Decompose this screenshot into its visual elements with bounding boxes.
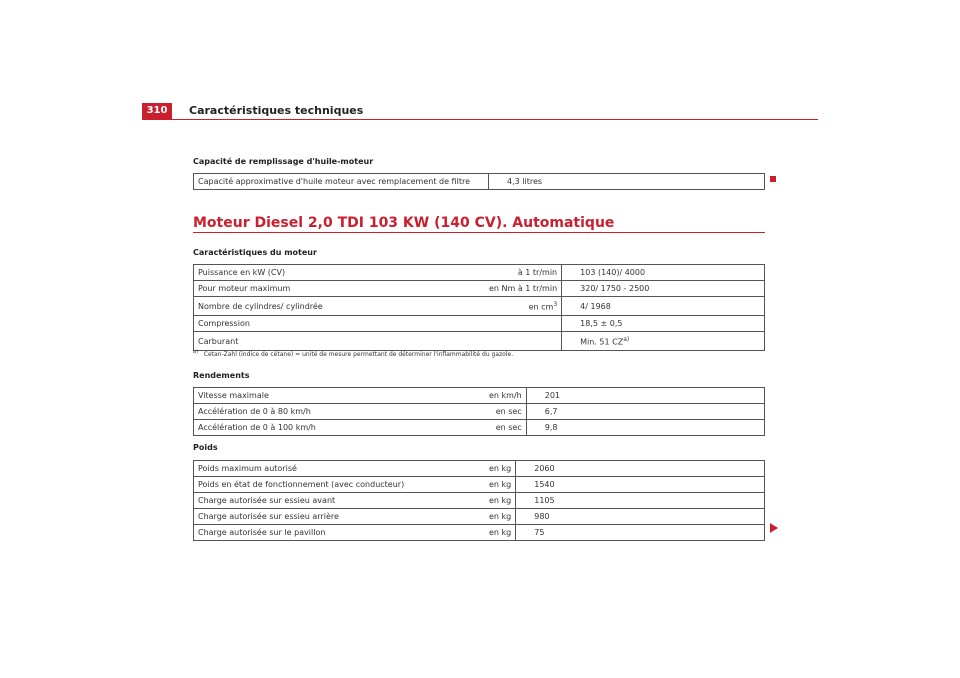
performance-label: Accélération de 0 à 80 km/h [194, 404, 486, 420]
engine-label: Compression [194, 316, 486, 332]
weights-label: Charge autorisée sur le pavillon [194, 525, 486, 541]
weights-value: 1105 [516, 493, 765, 509]
performance-table [193, 387, 765, 436]
performance-heading: Rendements [193, 371, 250, 380]
performance-value: 201 [526, 388, 764, 404]
performance-value: 9,8 [526, 420, 764, 436]
table-row [194, 461, 765, 477]
engine-value: 4/ 1968 [562, 297, 765, 316]
engine-unit-text: en cm [528, 302, 554, 312]
oil-heading: Capacité de remplissage d'huile-moteur [193, 157, 374, 166]
weights-unit: en kg [485, 461, 516, 477]
weights-heading: Poids [193, 443, 218, 452]
engine-unit [485, 297, 562, 316]
table-row [194, 265, 765, 281]
weights-value: 75 [516, 525, 765, 541]
table-row [194, 420, 765, 436]
weights-value: 2060 [516, 461, 765, 477]
weights-label: Poids en état de fonctionnement (avec conducteur) [194, 477, 486, 493]
header-divider [142, 119, 818, 120]
engine-unit [485, 316, 562, 332]
engine-unit: en Nm à 1 tr/min [485, 281, 562, 297]
engine-value-text: Min. 51 CZ [580, 337, 624, 347]
page-header-title: Caractéristiques techniques [189, 104, 364, 117]
engine-value [562, 332, 765, 351]
footnote-mark: a) [193, 349, 199, 355]
section-title: Moteur Diesel 2,0 TDI 103 KW (140 CV). Automatique [193, 215, 615, 231]
end-marker-square [770, 176, 776, 182]
weights-unit: en kg [485, 493, 516, 509]
performance-label: Accélération de 0 à 100 km/h [194, 420, 486, 436]
table-row [194, 525, 765, 541]
table-row [194, 477, 765, 493]
weights-label: Charge autorisée sur essieu avant [194, 493, 486, 509]
table-row [194, 297, 765, 316]
performance-label: Vitesse maximale [194, 388, 486, 404]
weights-label: Charge autorisée sur essieu arrière [194, 509, 486, 525]
performance-value: 6,7 [526, 404, 764, 420]
engine-value: 320/ 1750 - 2500 [562, 281, 765, 297]
engine-label: Puissance en kW (CV) [194, 265, 486, 281]
table-row [194, 388, 765, 404]
engine-value-sup: a) [623, 336, 630, 344]
engine-label: Carburant [194, 332, 486, 351]
engine-unit-sup: 3 [553, 301, 558, 309]
table-row [194, 509, 765, 525]
weights-label: Poids maximum autorisé [194, 461, 486, 477]
footnote [193, 349, 513, 358]
weights-table [193, 460, 765, 541]
weights-value: 980 [516, 509, 765, 525]
performance-unit: en sec [485, 420, 526, 436]
table-row [194, 174, 765, 190]
weights-unit: en kg [485, 477, 516, 493]
performance-unit: en km/h [485, 388, 526, 404]
page-number: 310 [142, 103, 172, 119]
table-row [194, 404, 765, 420]
engine-heading: Caractéristiques du moteur [193, 248, 317, 257]
weights-unit: en kg [485, 525, 516, 541]
engine-unit: à 1 tr/min [485, 265, 562, 281]
weights-value: 1540 [516, 477, 765, 493]
engine-label: Nombre de cylindres/ cylindrée [194, 297, 486, 316]
table-row [194, 332, 765, 351]
engine-value: 18,5 ± 0,5 [562, 316, 765, 332]
oil-value: 4,3 litres [489, 174, 765, 190]
table-row [194, 316, 765, 332]
engine-unit [485, 332, 562, 351]
section-divider [193, 232, 765, 233]
oil-label: Capacité approximative d'huile moteur avec remplacement de filtre [194, 174, 489, 190]
performance-unit: en sec [485, 404, 526, 420]
oil-table [193, 173, 765, 190]
table-row [194, 493, 765, 509]
engine-value: 103 (140)/ 4000 [562, 265, 765, 281]
footnote-text: Cetan-Zahl (indice de cétane) = unité de mesure permettant de déterminer l'inflammabilité du gazole. [203, 351, 514, 358]
weights-unit: en kg [485, 509, 516, 525]
engine-table [193, 264, 765, 351]
engine-label: Pour moteur maximum [194, 281, 486, 297]
continue-arrow-icon [770, 523, 778, 533]
table-row [194, 281, 765, 297]
